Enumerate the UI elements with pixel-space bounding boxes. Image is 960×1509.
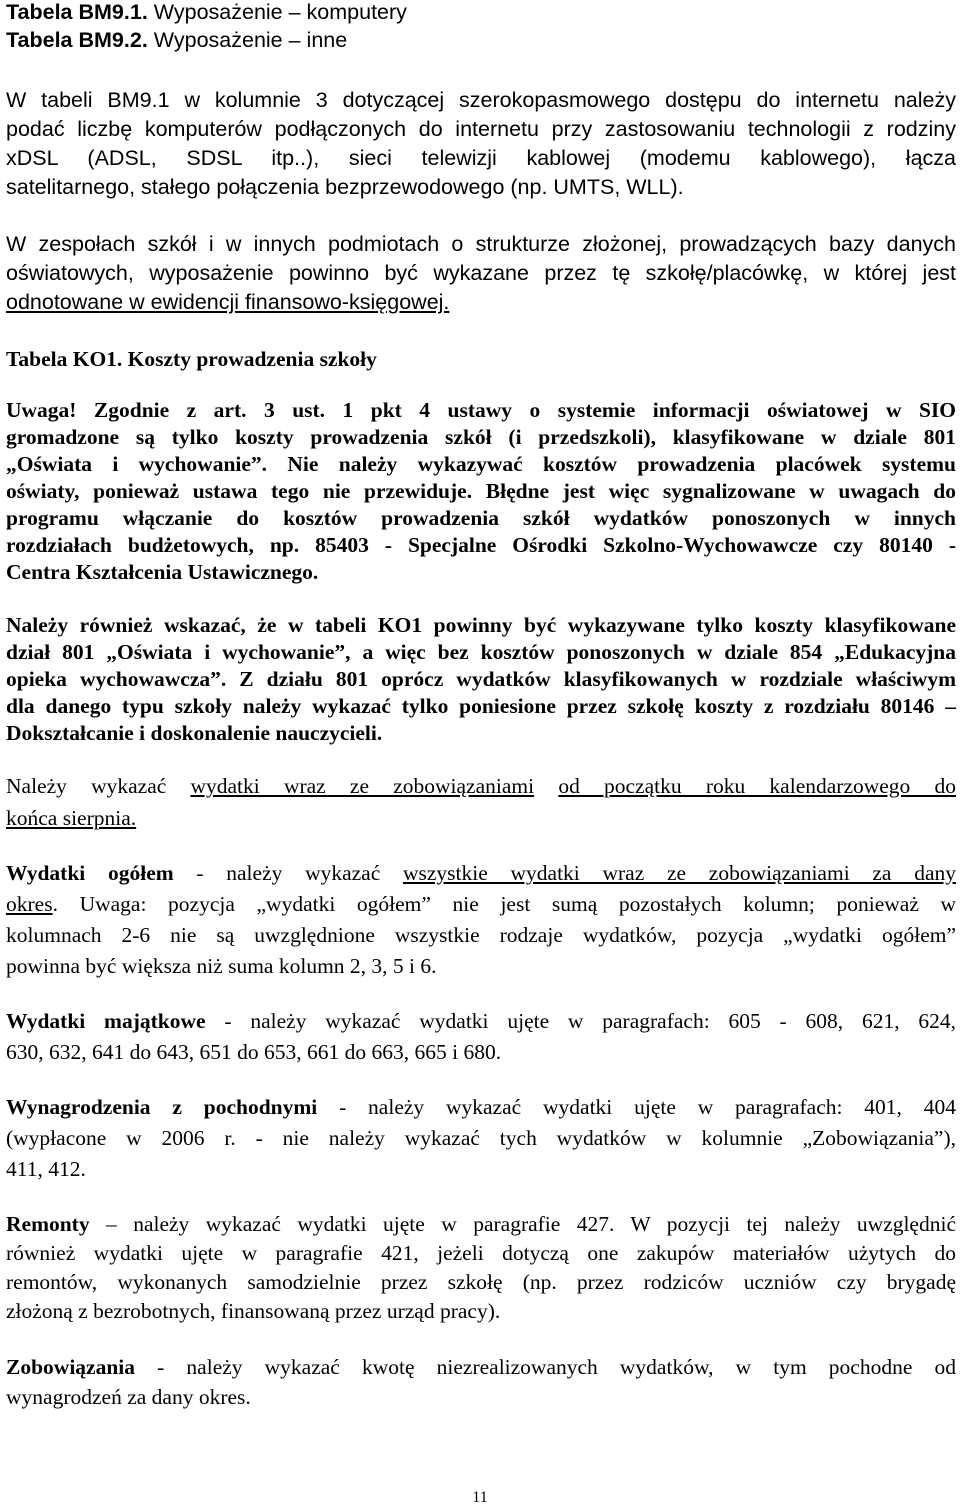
uwaga-line <box>6 560 956 586</box>
majatkowe-term: Wydatki majątkowe <box>6 1009 206 1033</box>
uwaga-line-text: Uwaga! Zgodnie z art. 3 ust. 1 pkt 4 ustawy o systemie informacji oświatowej w SIO <box>6 398 956 422</box>
uwaga-line-text: gromadzone są tylko koszty prowadzenia szkół (i przedszkoli), klasyfikowane w dziale 801 <box>6 425 956 449</box>
ogolem-text: powinna być większa niż suma kolumn 2, 3, 5 i 6. <box>6 954 437 978</box>
nalezy-line <box>6 640 956 666</box>
wynagrodzenia-text: - należy wykazać wydatki ujęte w paragrafach: 401, 404 <box>317 1095 957 1119</box>
remonty-term: Remonty <box>6 1212 90 1236</box>
para1-line-text: xDSL (ADSL, SDSL itp..), sieci telewizji kablowej (modemu kablowego), łącza <box>6 146 956 170</box>
para2-line-text: W zespołach szkół i w innych podmiotach o strukturze złożonej, prowadzących bazy danych <box>6 232 956 256</box>
ogolem-term: Wydatki ogółem <box>6 861 174 885</box>
period-line <box>6 774 956 804</box>
uwaga-line-text: programu włączanie do kosztów prowadzenia szkół wydatków ponoszonych w innych <box>6 506 956 530</box>
heading-bm92 <box>6 28 956 54</box>
para1-line-text: podać liczbę komputerów podłączonych do internetu przy zastosowaniu technologii z rodziny <box>6 117 956 141</box>
uwaga-line-text: Centra Kształcenia Ustawicznego. <box>6 560 319 584</box>
majatkowe-line <box>6 1040 956 1070</box>
zobowiazania-line <box>6 1355 956 1385</box>
remonty-text: remontów, wykonanych samodzielnie przez szkołę (np. przez rodziców uczniów czy brygadę <box>6 1270 956 1294</box>
wynagrodzenia-line <box>6 1095 956 1125</box>
para1-line-text: satelitarnego, stałego połączenia bezprzewodowego (np. UMTS, WLL). <box>6 175 684 199</box>
uwaga-line-text: rozdziałach budżetowych, np. 85403 - Specjalne Ośrodki Szkolno-Wychowawcze czy 80140 - <box>6 533 956 557</box>
wynagrodzenia-line <box>6 1126 956 1156</box>
heading-bm91 <box>6 0 956 26</box>
period-space <box>534 774 558 798</box>
ogolem-line <box>6 923 956 953</box>
remonty-line <box>6 1241 956 1271</box>
nalezy-line <box>6 667 956 693</box>
para1-line <box>6 88 956 116</box>
uwaga-line <box>6 425 956 451</box>
zobowiazania-line <box>6 1385 956 1415</box>
ogolem-text: - należy wykazać <box>173 861 403 885</box>
uwaga-line <box>6 506 956 532</box>
zobowiazania-text: - należy wykazać kwotę niezrealizowanych wydatków, w tym pochodne od <box>135 1355 956 1379</box>
para2-line <box>6 290 956 318</box>
nalezy-line-text: dział 801 „Oświata i wychowanie”, a więc bez kosztów ponoszonych w dziale 854 „Edukacyjna <box>6 640 956 664</box>
uwaga-line-text: oświaty, ponieważ ustawa tego nie przewiduje. Błędne jest więc sygnalizowane w uwagach do <box>6 479 956 503</box>
wynagrodzenia-text: 411, 412. <box>6 1157 86 1181</box>
para1-line <box>6 146 956 174</box>
zobowiazania-term: Zobowiązania <box>6 1355 136 1379</box>
nalezy-line <box>6 613 956 639</box>
ogolem-line <box>6 954 956 984</box>
period-underlined: od początku roku kalendarzowego do <box>558 774 957 798</box>
wynagrodzenia-term: Wynagrodzenia z pochodnymi <box>6 1095 318 1119</box>
ogolem-text: kolumnach 2-6 nie są uwzględnione wszystkie rodzaje wydatków, pozycja „wydatki ogółem” <box>6 923 956 947</box>
para2-line-text: odnotowane w ewidencji finansowo-księgowej. <box>6 290 450 314</box>
page-number: 11 <box>472 1489 488 1506</box>
ogolem-underlined: okres <box>6 892 53 916</box>
para1-line-text: W tabeli BM9.1 w kolumnie 3 dotyczącej szerokopasmowego dostępu do internetu należy <box>6 88 956 112</box>
nalezy-line-text: Należy również wskazać, że w tabeli KO1 powinny być wykazywane tylko koszty klasyfikowane <box>6 613 956 637</box>
para2-line <box>6 232 956 260</box>
ogolem-text: . Uwaga: pozycja „wydatki ogółem” nie jest sumą pozostałych kolumn; ponieważ w <box>52 892 956 916</box>
nalezy-line-text: Dokształcanie i doskonalenie nauczycieli. <box>6 721 383 745</box>
remonty-line <box>6 1299 956 1329</box>
heading-bm91-text: Wyposażenie – komputery <box>147 0 407 24</box>
remonty-text: również wydatki ujęte w paragrafie 421, jeżeli dotyczą one zakupów materiałów użytych do <box>6 1241 956 1265</box>
zobowiazania-text: wynagrodzeń za dany okres. <box>6 1385 251 1409</box>
wynagrodzenia-text: (wypłacone w 2006 r. - nie należy wykazać tych wydatków w kolumnie „Zobowiązania”), <box>6 1126 956 1150</box>
remonty-text: – należy wykazać wydatki ujęte w paragrafie 427. W pozycji tej należy uwzględnić <box>89 1212 956 1236</box>
uwaga-line <box>6 533 956 559</box>
heading-bm92-label: Tabela BM9.2. <box>6 28 148 52</box>
remonty-line <box>6 1270 956 1300</box>
nalezy-line-text: opieka wychowawcza”. Z działu 801 oprócz wydatków klasyfikowanych w rozdziale właściwym <box>6 667 956 691</box>
ogolem-underlined: wszystkie wydatki wraz ze zobowiązaniami za dany <box>403 861 956 885</box>
majatkowe-text: 630, 632, 641 do 643, 651 do 653, 661 do 663, 665 i 680. <box>6 1040 502 1064</box>
heading-ko1 <box>6 347 956 375</box>
heading-ko1-text: Tabela KO1. Koszty prowadzenia szkoły <box>6 347 377 371</box>
para2-line <box>6 261 956 289</box>
nalezy-line <box>6 721 956 747</box>
para1-line <box>6 175 956 203</box>
para1-line <box>6 117 956 145</box>
nalezy-line <box>6 694 956 720</box>
period-underlined: końca sierpnia. <box>6 806 137 830</box>
ogolem-line <box>6 892 956 922</box>
majatkowe-line <box>6 1009 956 1039</box>
uwaga-line <box>6 479 956 505</box>
heading-bm92-text: Wyposażenie – inne <box>147 28 348 52</box>
uwaga-line <box>6 452 956 478</box>
uwaga-line <box>6 398 956 424</box>
heading-bm91-label: Tabela BM9.1. <box>6 0 148 24</box>
para2-line-text: oświatowych, wyposażenie powinno być wykazane przez tę szkołę/placówkę, w której jest <box>6 261 956 285</box>
wynagrodzenia-line <box>6 1157 956 1187</box>
nalezy-line-text: dla danego typu szkoły należy wykazać tylko poniesione przez szkołę koszty z rozdziału 80146 – <box>6 694 956 718</box>
ogolem-line <box>6 861 956 891</box>
period-text: Należy wykazać <box>6 774 191 798</box>
majatkowe-text: - należy wykazać wydatki ujęte w paragrafach: 605 - 608, 621, 624, <box>205 1009 957 1033</box>
period-underlined: wydatki wraz ze zobowiązaniami <box>190 774 535 798</box>
remonty-text: złożoną z bezrobotnych, finansowaną przez urząd pracy). <box>6 1299 501 1323</box>
remonty-line <box>6 1212 956 1242</box>
period-line <box>6 806 956 836</box>
uwaga-line-text: „Oświata i wychowanie”. Nie należy wykazywać kosztów prowadzenia placówek systemu <box>6 452 956 476</box>
